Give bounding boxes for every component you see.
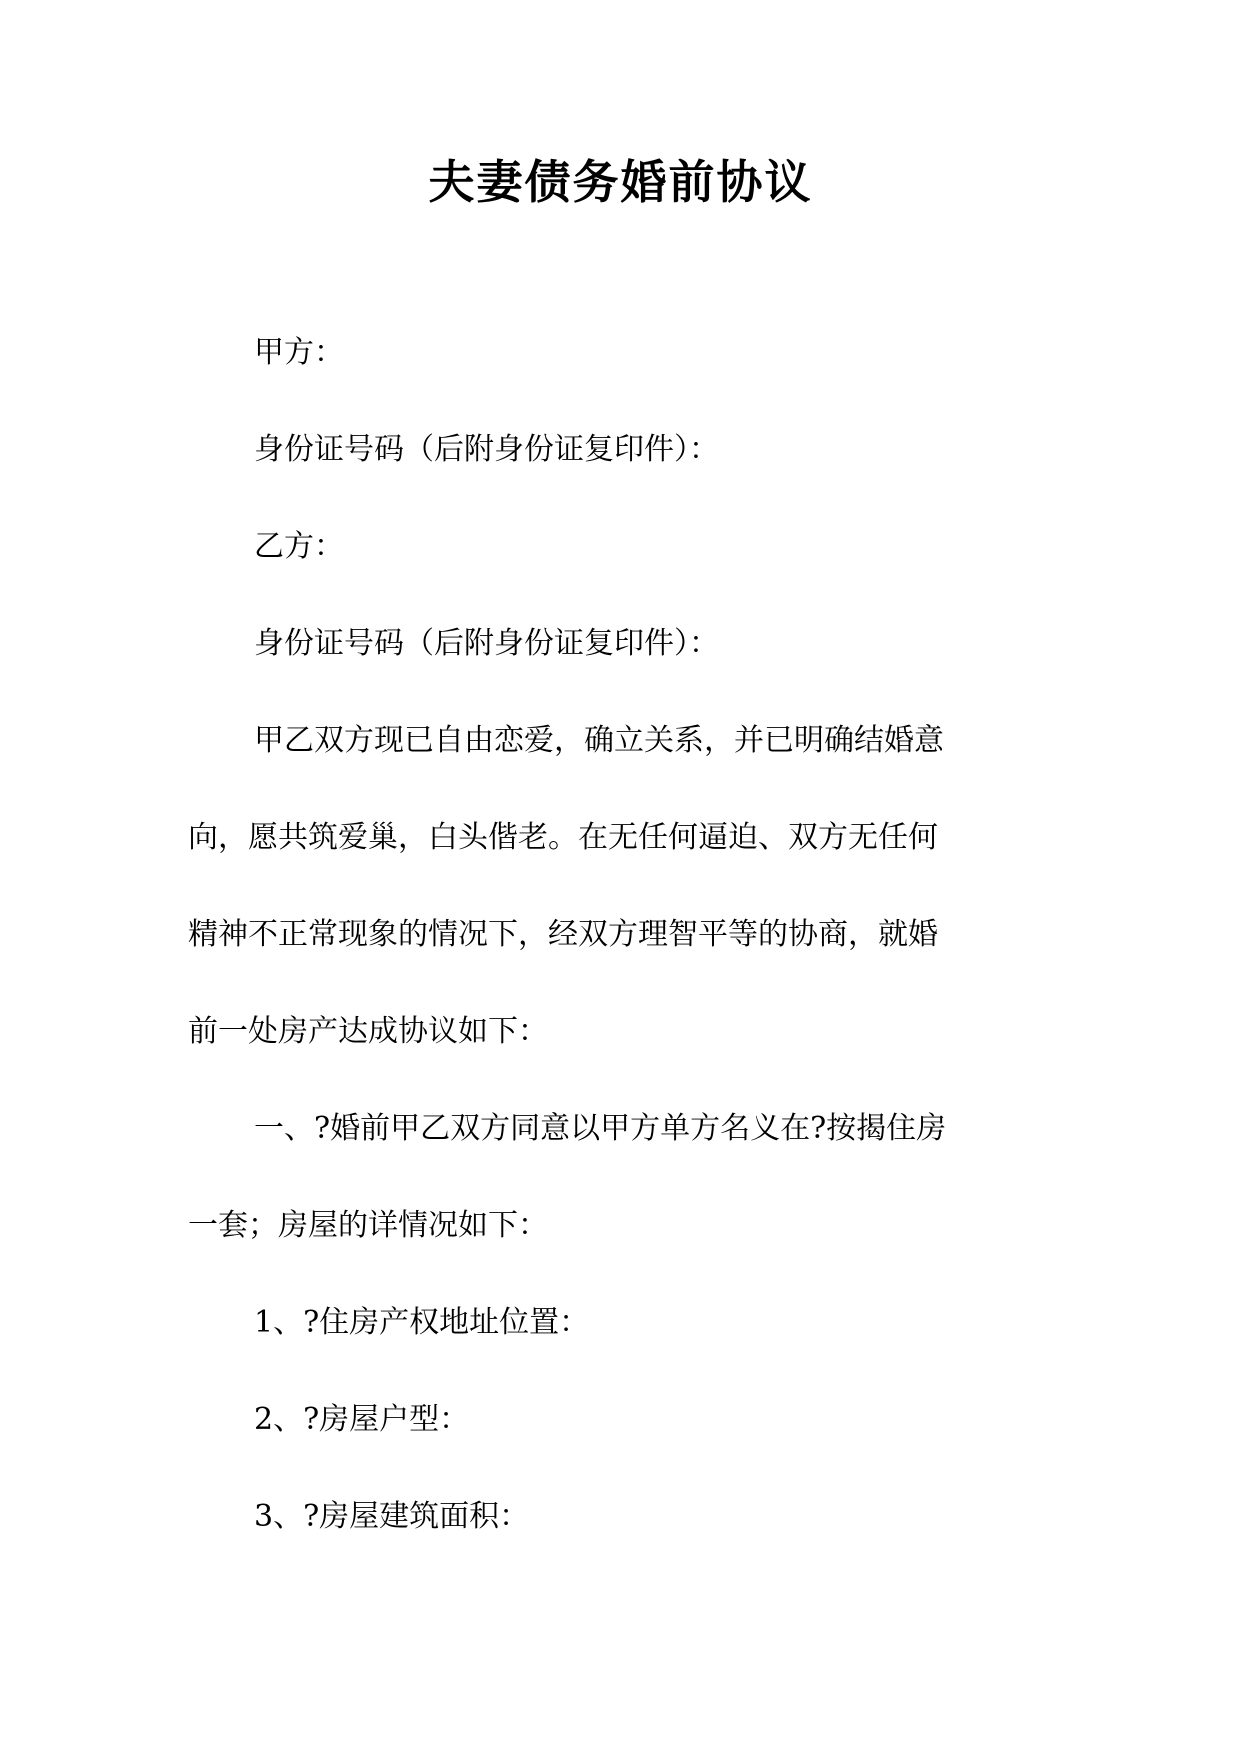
paragraph-line: 甲乙双方现已自由恋爱，确立关系，并已明确结婚意 — [254, 723, 944, 758]
party-a-line: 甲方： — [254, 335, 344, 370]
document-body — [188, 304, 1028, 1565]
party-b-line: 乙方： — [254, 529, 344, 564]
paragraph-line: 向，愿共筑爱巢，白头偕老。在无任何逼迫、双方无任何 — [188, 820, 938, 855]
item-line: 1、?住房产权地址位置： — [254, 1305, 590, 1340]
party-b-id-line: 身份证号码（后附身份证复印件）： — [254, 626, 719, 661]
clause-line: 一、?婚前甲乙双方同意以甲方单方名义在?按揭住房 — [254, 1111, 947, 1146]
party-a-id-line: 身份证号码（后附身份证复印件）： — [254, 432, 719, 467]
document-title: 夫妻债务婚前协议 — [428, 155, 813, 209]
item-line: 3、?房屋建筑面积： — [254, 1499, 530, 1534]
paragraph-line: 前一处房产达成协议如下： — [188, 1014, 548, 1049]
item-line: 2、?房屋户型： — [254, 1402, 470, 1437]
clause-line: 一套；房屋的详情况如下： — [188, 1208, 548, 1243]
paragraph-line: 精神不正常现象的情况下，经双方理智平等的协商，就婚 — [188, 917, 938, 952]
